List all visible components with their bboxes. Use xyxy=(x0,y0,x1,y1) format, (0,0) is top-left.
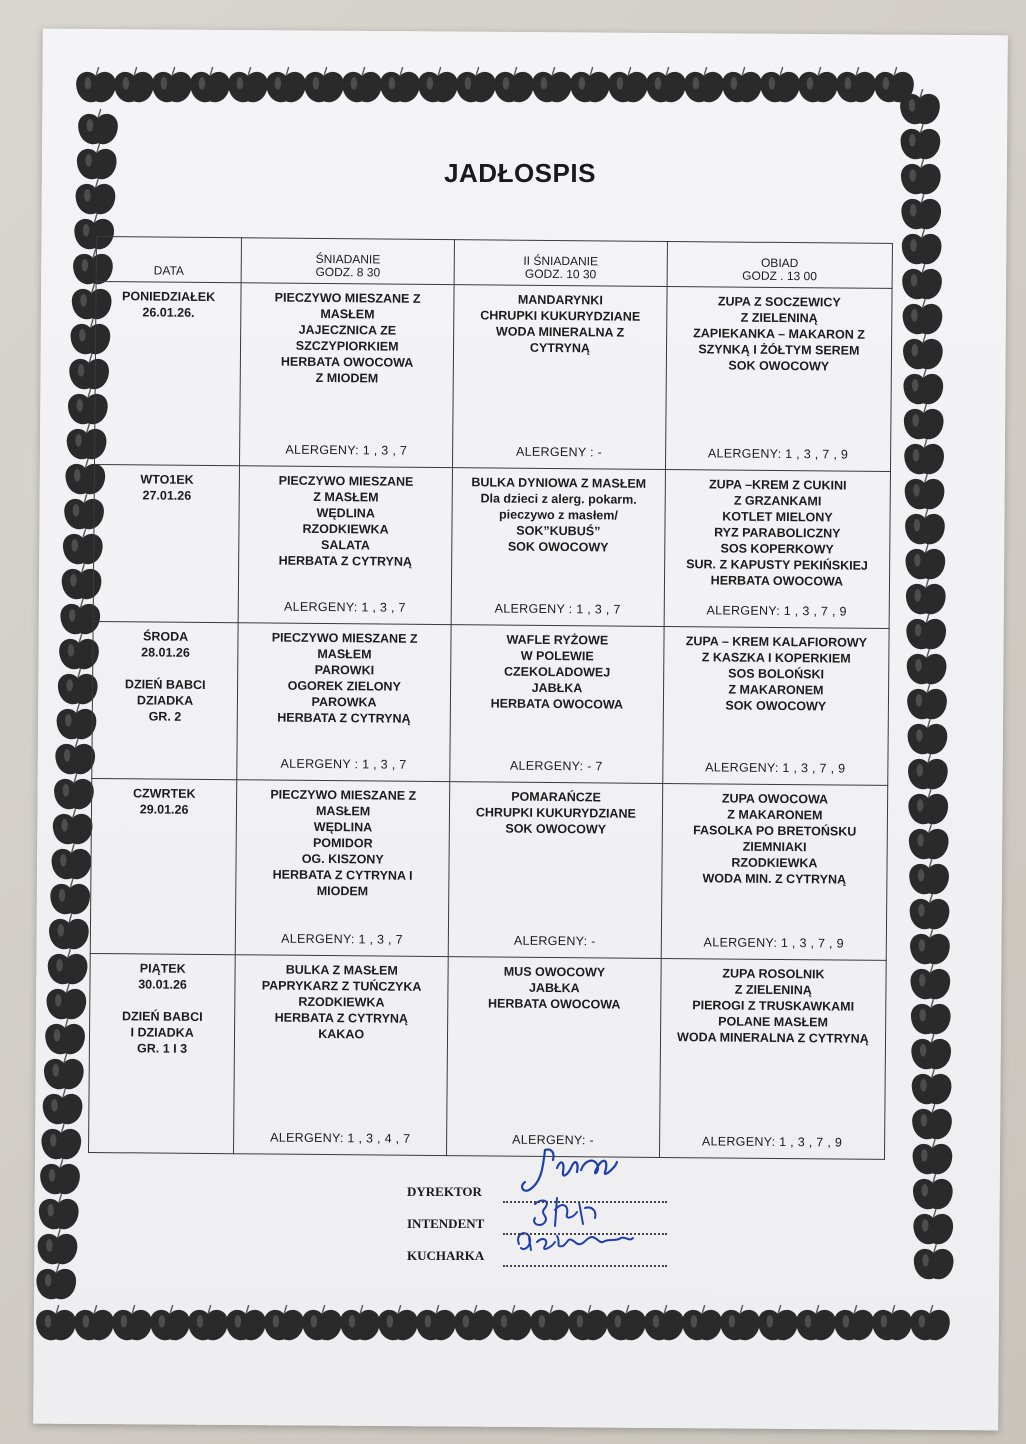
dish-line: CHRUPKI KUKURYDZIANE xyxy=(475,805,636,821)
allergens-label: ALERGENY: - xyxy=(513,933,596,949)
breakfast-cell xyxy=(237,623,451,782)
cook-line xyxy=(503,1251,667,1267)
allergens-label: ALERGENY: - 7 xyxy=(509,758,603,774)
event-note-line: DZIEŃ BABCI xyxy=(124,677,206,692)
dish-line: MUS OWOCOWY xyxy=(503,964,606,980)
dish-line: PIECZYWO MIESZANE Z xyxy=(270,787,417,803)
lunch-cell xyxy=(661,783,888,960)
dish-line: Z GRZANKAMI xyxy=(733,493,822,509)
lunch-cell xyxy=(663,626,890,785)
dish-line: ZUPA –KREM Z CUKINI xyxy=(708,477,847,493)
date-line: CZWRTEK xyxy=(132,786,196,801)
dish-line: POLANE MASŁEM xyxy=(718,1014,828,1030)
dish-line: Z MAKARONEM xyxy=(727,807,823,823)
second-breakfast-cell xyxy=(447,957,661,1158)
allergens-label: ALERGENY: 1 , 3 , 7 , 9 xyxy=(706,603,847,619)
dish-line: WĘDLINA xyxy=(316,505,375,521)
cell-content xyxy=(456,474,661,620)
allergens-label: ALERGENY: - xyxy=(512,1132,595,1148)
dish-line: JABŁKA xyxy=(528,980,580,996)
dish-line: CHRUPKI KUKURYDZIANE xyxy=(480,308,641,324)
cell-content xyxy=(242,629,447,775)
second-breakfast-cell xyxy=(453,285,667,470)
menu-table xyxy=(88,236,893,1160)
intendant-label: INTENDENT xyxy=(407,1216,485,1231)
dish-line: RZODKIEWKA xyxy=(298,994,385,1010)
dish-line: PIECZYWO MIESZANE Z xyxy=(271,630,418,646)
cell-content xyxy=(668,476,885,622)
dish-line: HERBATA OWOCOWA xyxy=(490,696,624,712)
dish-line: HERBATA Z CYTRYNĄ xyxy=(274,1010,409,1026)
date-line: 27.01.26 xyxy=(142,488,192,503)
date-cell xyxy=(93,464,240,622)
cell-content xyxy=(244,289,449,461)
dish-line: SOS BOLOŃSKI xyxy=(728,666,825,682)
dish-line: SUR. Z KAPUSTY PEKIŃSKIEJ xyxy=(686,557,868,573)
dish-line: MASŁEM xyxy=(320,306,375,322)
allergens-label: ALERGENY : 1 , 3 , 7 xyxy=(494,601,621,617)
date-line: 26.01.26. xyxy=(142,305,195,320)
dish-line: SZCZYPIORKIEM xyxy=(295,338,399,354)
dish-line: JAJECZNICA ZE xyxy=(298,322,397,338)
cell-content xyxy=(243,472,448,618)
dish-line: MIODEM xyxy=(316,883,369,899)
second-breakfast-cell xyxy=(448,782,662,959)
menu-row xyxy=(90,778,887,960)
header-lunch: OBIAD GODZ . 13 00 xyxy=(667,241,893,288)
dish-line: CYTRYNĄ xyxy=(529,340,590,356)
dish-line: PAPRYKARZ Z TUŃCZYKA xyxy=(261,978,422,994)
dish-line: HERBATA OWOCOWA xyxy=(710,573,844,589)
allergens-label: ALERGENY: 1 , 3 , 7 , 9 xyxy=(701,1134,843,1150)
dish-line: HERBATA OWOCOWA xyxy=(487,996,621,1012)
lunch-cell xyxy=(659,958,886,1159)
dish-line: RZODKIEWKA xyxy=(302,521,389,537)
menu-row xyxy=(89,953,887,1159)
dish-line: MASŁEM xyxy=(315,803,371,819)
allergens-label: ALERGENY: 1 , 3 , 7 , 9 xyxy=(707,446,849,462)
director-line xyxy=(503,1187,667,1203)
cell-content xyxy=(667,633,884,779)
allergens-label: ALERGENY: 1 , 3 , 7 , 9 xyxy=(703,935,844,951)
dish-line: MANDARYNKI xyxy=(517,292,603,308)
dish-line: POMARAŃCZE xyxy=(511,789,601,805)
cell-content xyxy=(457,291,662,463)
dish-line: HERBATA Z CYTRYNĄ xyxy=(277,710,411,726)
dish-line: HERBATA OWOCOWA xyxy=(280,354,414,370)
dish-line: SOK”KUBUŚ” xyxy=(516,523,601,539)
date-line: PONIEDZIAŁEK xyxy=(122,289,216,305)
intendant-line xyxy=(503,1219,667,1235)
dish-line: SALATA xyxy=(320,537,370,553)
cell-content xyxy=(453,788,658,952)
dish-line: WODA MINERALNA Z xyxy=(495,324,625,340)
page-title: JADŁOSPIS xyxy=(444,158,596,188)
dish-line: SZYNKĄ I ŻÓŁTYM SEREM xyxy=(698,342,860,358)
date-line: WTO1EK xyxy=(140,472,194,487)
spacer xyxy=(97,660,233,677)
date-cell xyxy=(95,282,242,466)
dish-line: PIECZYWO MIESZANE Z xyxy=(274,290,421,306)
dish-line: ZUPA OWOCOWA xyxy=(721,791,829,807)
allergens-label: ALERGENY: 1 , 3 , 7 xyxy=(281,931,403,947)
dish-line: WĘDLINA xyxy=(313,819,373,835)
dish-line: PIECZYWO MIESZANE xyxy=(278,473,414,489)
event-note-line: GR. 1 I 3 xyxy=(136,1041,188,1056)
dish-line: JABŁKA xyxy=(531,680,583,696)
cell-content xyxy=(666,790,884,954)
spacer xyxy=(94,992,230,1009)
dish-line: HERBATA Z CYTRYNA I xyxy=(272,867,413,883)
event-note-line: DZIADKA xyxy=(136,693,194,708)
dish-line: ZUPA ROSOLNIK xyxy=(722,966,825,982)
signature-row-director xyxy=(407,1176,667,1208)
event-note-line: DZIEŃ BABCI xyxy=(121,1009,203,1024)
dish-line: PAROWKI xyxy=(314,662,375,678)
dish-line: OG. KISZONY xyxy=(301,851,384,867)
dish-line: ZUPA Z SOCZEWICY xyxy=(717,294,841,310)
dish-line: PIEROGI Z TRUSKAWKAMI xyxy=(692,998,855,1014)
allergens-label: ALERGENY: 1 , 3 , 4 , 7 xyxy=(270,1130,411,1146)
menu-row xyxy=(93,464,890,628)
date-line: ŚRODA xyxy=(143,629,189,644)
dish-line: W POLEWIE xyxy=(520,648,594,664)
breakfast-cell xyxy=(236,780,450,957)
lunch-cell xyxy=(665,286,892,471)
dish-line: Z MIODEM xyxy=(315,370,379,386)
dish-line: Dla dzieci z alerg. pokarm. xyxy=(480,491,637,507)
dish-line: KOTLET MIELONY xyxy=(722,509,833,525)
signature-block xyxy=(407,1176,667,1272)
header-breakfast: ŚNIADANIE GODZ. 8 30 xyxy=(241,238,454,285)
dish-line: BULKA DYNIOWA Z MASŁEM xyxy=(471,475,647,491)
date-line: 30.01.26 xyxy=(138,977,187,992)
dish-line: Z MAKARONEM xyxy=(728,682,824,698)
cell-content xyxy=(240,786,445,950)
date-cell xyxy=(92,621,239,779)
date-cell xyxy=(90,778,237,954)
date-line: 29.01.26 xyxy=(139,802,189,817)
cell-content xyxy=(454,631,659,777)
dish-line: WAFLE RYŻOWE xyxy=(506,632,609,648)
signature-row-cook xyxy=(407,1240,667,1272)
dish-line: ZUPA – KREM KALAFIOROWY xyxy=(685,634,868,650)
header-row xyxy=(96,237,892,289)
dish-line: RZODKIEWKA xyxy=(731,855,818,871)
dish-line: POMIDOR xyxy=(312,835,373,851)
date-cell xyxy=(89,953,236,1153)
signature-row-intendant xyxy=(407,1208,667,1240)
dish-line: CZEKOLADOWEJ xyxy=(503,664,611,680)
breakfast-cell xyxy=(234,955,448,1156)
cell-content xyxy=(670,293,888,465)
dish-line: MASŁEM xyxy=(317,646,372,662)
cell-content xyxy=(451,963,656,1151)
allergens-label: ALERGENY: 1 , 3 , 7 , 9 xyxy=(705,760,846,776)
dish-line: BULKA Z MASŁEM xyxy=(285,962,398,978)
allergens-label: ALERGENY: 1 , 3 , 7 xyxy=(285,442,408,458)
dish-line: PAROWKA xyxy=(311,694,377,710)
dish-line: SOK OWOCOWY xyxy=(505,821,607,837)
dish-line: HERBATA Z CYTRYNĄ xyxy=(278,553,413,569)
dish-line: WODA MINERALNA Z CYTRYNĄ xyxy=(677,1030,869,1046)
date-line: PIĄTEK xyxy=(139,961,186,976)
second-breakfast-cell xyxy=(451,468,665,627)
second-breakfast-cell xyxy=(450,625,664,784)
director-label: DYREKTOR xyxy=(407,1184,482,1199)
event-note-line: GR. 2 xyxy=(148,709,182,724)
dish-line: WODA MIN. Z CYTRYNĄ xyxy=(702,871,847,887)
dish-line: Z ZIELENINĄ xyxy=(734,982,812,998)
dish-line: SOK OWOCOWY xyxy=(728,358,830,374)
menu-row xyxy=(95,282,893,472)
date-line: 28.01.26 xyxy=(141,645,190,660)
cell-content xyxy=(238,961,443,1149)
dish-line: OGOREK ZIELONY xyxy=(287,678,401,694)
breakfast-cell xyxy=(238,466,452,625)
dish-line: ZAPIEKANKA – MAKARON Z xyxy=(693,326,865,342)
dish-line: pieczywo z masłem/ xyxy=(499,507,618,523)
dish-line: Z KASZKA I KOPERKIEM xyxy=(701,650,851,666)
dish-line: KAKAO xyxy=(318,1026,365,1042)
event-note-line: I DZIADKA xyxy=(130,1025,194,1040)
menu-row xyxy=(92,621,889,785)
lunch-cell xyxy=(664,469,891,628)
allergens-label: ALERGENY : 1 , 3 , 7 xyxy=(280,756,407,772)
allergens-label: ALERGENY : - xyxy=(515,444,603,460)
dish-line: Z ZIELENINĄ xyxy=(740,310,818,326)
dish-line: ZIEMNIAKI xyxy=(742,839,807,855)
dish-line: SOK OWOCOWY xyxy=(725,698,827,714)
header-date: DATA xyxy=(96,237,242,283)
dish-line: FASOLKA PO BRETOŃSKU xyxy=(693,823,857,839)
dish-line: RYZ PARABOLICZNY xyxy=(714,525,841,541)
dish-line: SOK OWOCOWY xyxy=(507,539,609,555)
cook-label: KUCHARKA xyxy=(407,1248,485,1263)
allergens-label: ALERGENY: 1 , 3 , 7 xyxy=(283,599,406,615)
breakfast-cell xyxy=(240,283,454,468)
dish-line: SOS KOPERKOWY xyxy=(720,541,834,557)
header-second-breakfast: II ŚNIADANIE GODZ. 10 30 xyxy=(454,240,667,287)
dish-line: Z MASŁEM xyxy=(313,489,379,505)
cell-content xyxy=(664,965,882,1153)
